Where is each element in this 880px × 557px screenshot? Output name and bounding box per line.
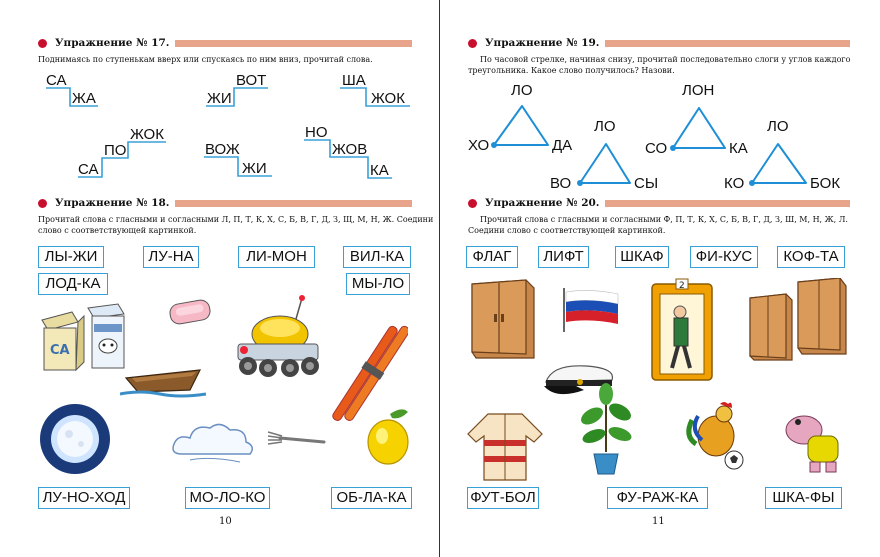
word-card[interactable]: ВИЛ-КА: [343, 246, 411, 268]
triangle-syllable: ЛО: [767, 118, 789, 135]
stair-syllable: ЖОК: [371, 90, 405, 107]
exercise-18-instruction-1: Прочитай слова с гласными и согласными Л, П, Т, К, Х, С, Б, В, Г, Д, З, Щ, М, Н, Ж. Соедини: [38, 215, 434, 224]
stair-syllable: ЖОК: [130, 126, 164, 143]
wardrobes-icon[interactable]: [746, 278, 850, 362]
lemon-icon[interactable]: [364, 406, 414, 466]
exercise-19-label: Упражнение № 19.: [485, 37, 600, 49]
elevator-icon[interactable]: [650, 278, 714, 382]
triangle-syllable: ЛОН: [682, 82, 715, 99]
word-card[interactable]: ФУТ-БОЛ: [467, 487, 539, 509]
bullet-dot-icon: [468, 199, 477, 208]
cloud-icon[interactable]: [170, 420, 256, 466]
triangle-syllable: ЛО: [511, 82, 533, 99]
exercise-19-instruction-1: По часовой стрелке, начиная снизу, прочитай последовательно слоги у углов каждого: [480, 55, 851, 64]
triangle-syllable: КО: [724, 175, 745, 192]
word-card[interactable]: КОФ-ТА: [777, 246, 845, 268]
word-card[interactable]: ШКА-ФЫ: [765, 487, 842, 509]
triangle-syllable: ВО: [550, 175, 572, 192]
word-card[interactable]: ШКАФ: [615, 246, 669, 268]
word-card[interactable]: ОБ-ЛА-КА: [331, 487, 412, 509]
exercise-20-label: Упражнение № 20.: [485, 197, 600, 209]
word-card[interactable]: ЛОД-КА: [38, 273, 108, 295]
title-bar: [175, 200, 412, 207]
stair-syllable: КА: [370, 162, 389, 179]
page-number: 11: [652, 516, 665, 527]
stair-syllable: ВОТ: [236, 72, 267, 89]
stair-syllable: ЖИ: [242, 160, 267, 177]
triangles: [440, 0, 880, 200]
fork-icon[interactable]: [266, 428, 326, 448]
sweater-icon[interactable]: [466, 410, 544, 482]
word-card[interactable]: ЛУ-НО-ХОД: [38, 487, 130, 509]
milk-cartons-icon[interactable]: [38, 302, 130, 374]
triangle-syllable: ДА: [552, 137, 573, 154]
triangle-syllable: ХО: [468, 137, 490, 154]
triangle-syllable: СО: [645, 140, 668, 157]
russian-flag-icon[interactable]: [560, 286, 622, 334]
stair-syllable: СА: [46, 72, 67, 89]
exercise-19-instruction-2: треугольника. Какое слово получилось? Назови.: [468, 66, 675, 75]
hippo-icon[interactable]: [780, 408, 850, 476]
page-number: 10: [219, 516, 232, 527]
stair-syllable: ПО: [104, 142, 127, 159]
moon-icon[interactable]: [38, 402, 112, 476]
exercise-20-instruction-1: Прочитай слова с гласными и согласными Ф, П, Т, К, Х, С, Б, В, Г, Д, З, Ш, М, Н, Ж, Л.: [480, 215, 848, 224]
boat-icon[interactable]: [120, 360, 210, 400]
stair-syllable: ЖА: [72, 90, 96, 107]
bullet-dot-icon: [38, 199, 47, 208]
word-card[interactable]: ЛЫ-ЖИ: [38, 246, 104, 268]
svg-text:CA: CA: [50, 343, 70, 358]
rooster-football-icon[interactable]: [680, 400, 748, 474]
word-card[interactable]: ФИ-КУС: [690, 246, 758, 268]
triangle-syllable: БОК: [810, 175, 841, 192]
stair-syllable: НО: [305, 124, 328, 141]
triangle-syllable: СЫ: [634, 175, 659, 192]
exercise-20-title: [468, 196, 850, 210]
triangle-syllable: ЛО: [594, 118, 616, 135]
exercise-17-instruction: Поднимаясь по ступенькам вверх или спускаясь по ним вниз, прочитай слова.: [38, 55, 373, 64]
word-card[interactable]: МО-ЛО-КО: [185, 487, 270, 509]
exercise-20-instruction-2: Соедини слово с соответствующей картинкой.: [468, 226, 666, 235]
word-card[interactable]: МЫ-ЛО: [346, 273, 410, 295]
lift-floor-number: 2: [679, 281, 685, 291]
triangle-syllable: КА: [729, 140, 748, 157]
title-bar: [605, 200, 850, 207]
lunokhod-icon[interactable]: [226, 292, 330, 384]
stair-syllable: ЖОВ: [332, 141, 368, 158]
ficus-icon[interactable]: [576, 382, 636, 476]
word-card[interactable]: ЛИФТ: [538, 246, 589, 268]
stair-syllable: ВОЖ: [205, 141, 240, 158]
right-page: [440, 0, 880, 557]
stair-syllable: ША: [342, 72, 366, 89]
stair-syllable: СА: [78, 161, 99, 178]
word-card[interactable]: ЛИ-МОН: [238, 246, 315, 268]
exercise-18-instruction-2: слово с соответствующей картинкой.: [38, 226, 197, 235]
word-card[interactable]: ЛУ-НА: [143, 246, 199, 268]
word-card[interactable]: ФЛАГ: [466, 246, 518, 268]
stair-syllable: ЖИ: [207, 90, 232, 107]
word-card[interactable]: ФУ-РАЖ-КА: [607, 487, 708, 509]
wardrobe-icon[interactable]: [466, 278, 538, 360]
exercise-18-title: [38, 196, 412, 210]
exercise-17-label: Упражнение № 17.: [55, 37, 170, 49]
exercise-18-label: Упражнение № 18.: [55, 197, 170, 209]
soap-icon[interactable]: [166, 296, 216, 330]
